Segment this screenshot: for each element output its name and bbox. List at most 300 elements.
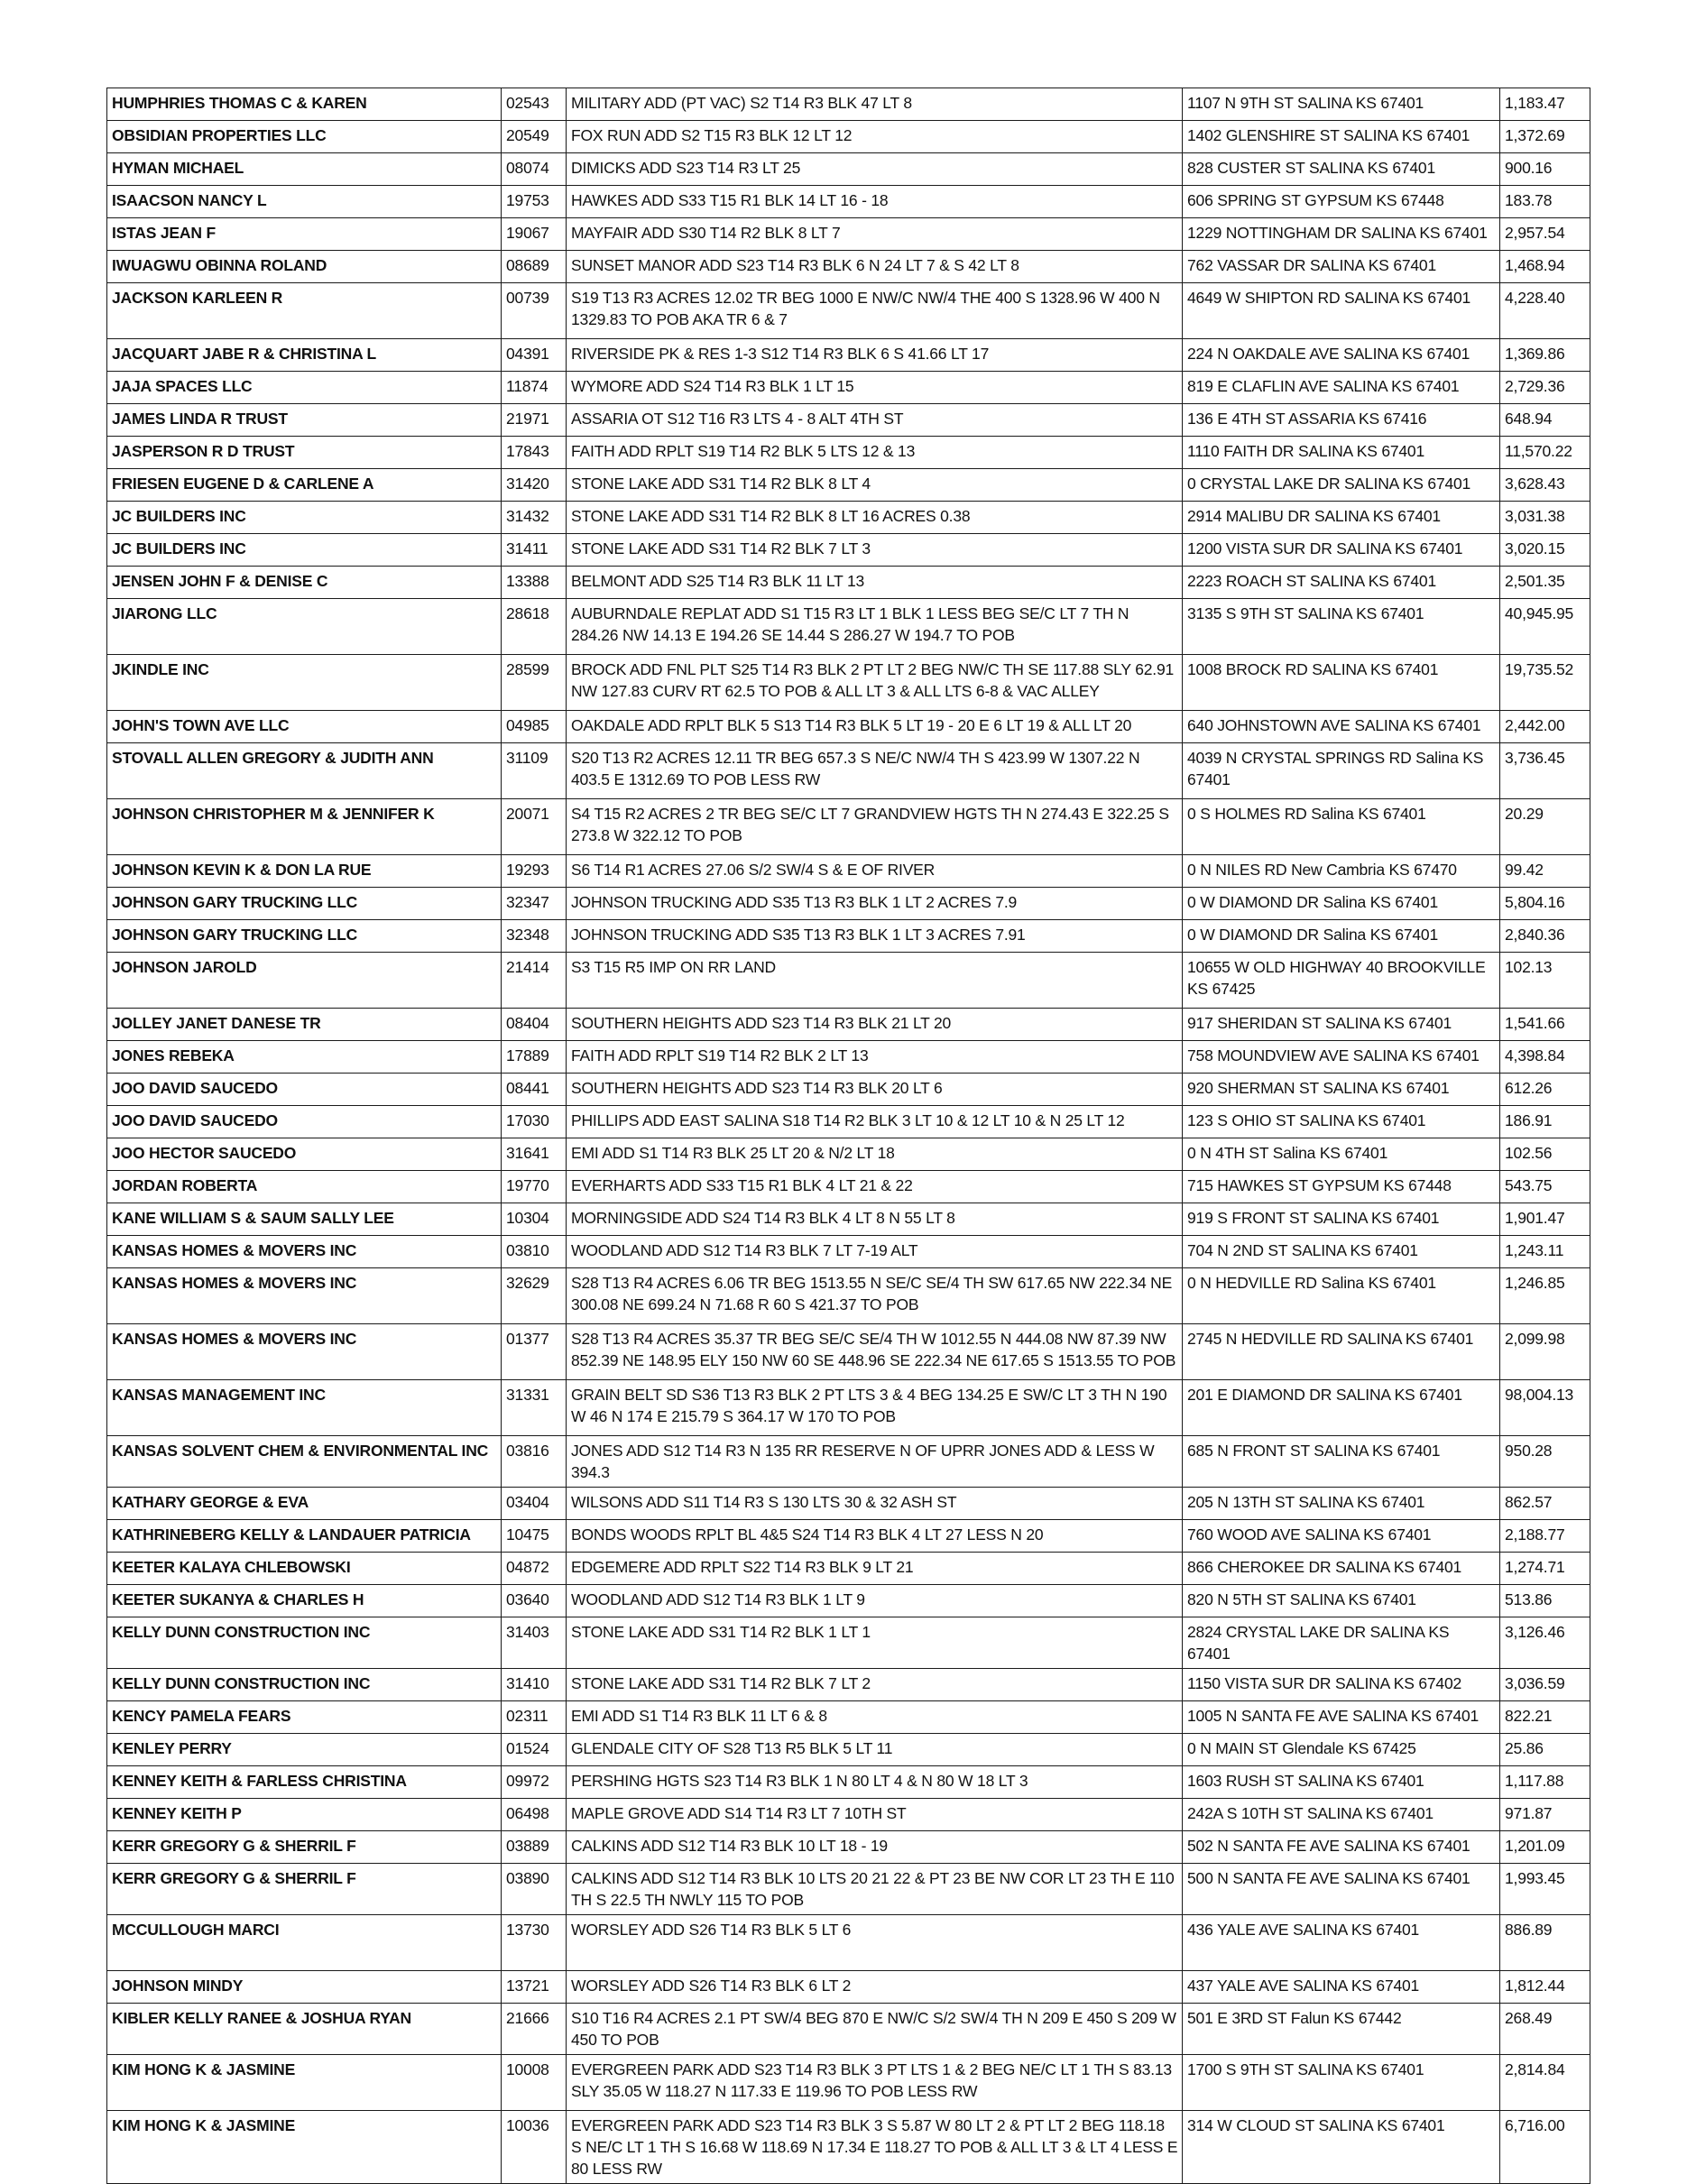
parcel-number-cell: 19293 (502, 855, 567, 888)
amount-due-cell: 3,036.59 (1500, 1669, 1590, 1701)
amount-due-cell: 886.89 (1500, 1915, 1590, 1971)
table-row (107, 743, 1590, 799)
table-row (107, 1436, 1590, 1488)
parcel-number-cell: 11874 (502, 372, 567, 404)
property-address-cell: 820 N 5TH ST SALINA KS 67401 (1183, 1585, 1500, 1617)
parcel-number-cell: 10475 (502, 1520, 567, 1553)
legal-description-cell: FAITH ADD RPLT S19 T14 R2 BLK 2 LT 13 (567, 1041, 1183, 1074)
property-address-cell: 758 MOUNDVIEW AVE SALINA KS 67401 (1183, 1041, 1500, 1074)
table-row (107, 404, 1590, 437)
amount-due-cell: 822.21 (1500, 1701, 1590, 1734)
legal-description-cell: CALKINS ADD S12 T14 R3 BLK 10 LTS 20 21 22 & PT 23 BE NW COR LT 23 TH E 110 TH S 22.5 TH NWLY 115 TO POB (567, 1864, 1183, 1915)
amount-due-cell: 3,628.43 (1500, 469, 1590, 502)
parcel-number-cell: 17843 (502, 437, 567, 469)
property-address-cell: 1700 S 9TH ST SALINA KS 67401 (1183, 2055, 1500, 2111)
table-row (107, 953, 1590, 1009)
legal-description-cell: EDGEMERE ADD RPLT S22 T14 R3 BLK 9 LT 21 (567, 1553, 1183, 1585)
amount-due-cell: 2,188.77 (1500, 1520, 1590, 1553)
table-row (107, 1617, 1590, 1669)
owner-name-cell: KENLEY PERRY (107, 1734, 502, 1766)
property-address-cell: 2824 CRYSTAL LAKE DR SALINA KS 67401 (1183, 1617, 1500, 1669)
property-address-cell: 201 E DIAMOND DR SALINA KS 67401 (1183, 1380, 1500, 1436)
parcel-number-cell: 31411 (502, 534, 567, 567)
table-row (107, 599, 1590, 655)
owner-name-cell: ISTAS JEAN F (107, 218, 502, 251)
amount-due-cell: 971.87 (1500, 1799, 1590, 1831)
owner-name-cell: FRIESEN EUGENE D & CARLENE A (107, 469, 502, 502)
amount-due-cell: 1,468.94 (1500, 251, 1590, 283)
property-address-cell: 762 VASSAR DR SALINA KS 67401 (1183, 251, 1500, 283)
table-row (107, 1041, 1590, 1074)
table-row (107, 2004, 1590, 2055)
table-row (107, 469, 1590, 502)
legal-description-cell: DIMICKS ADD S23 T14 R3 LT 25 (567, 153, 1183, 186)
amount-due-cell: 5,804.16 (1500, 888, 1590, 920)
legal-description-cell: EVERHARTS ADD S33 T15 R1 BLK 4 LT 21 & 22 (567, 1171, 1183, 1203)
property-address-cell: 0 S HOLMES RD Salina KS 67401 (1183, 799, 1500, 855)
property-address-cell: 2745 N HEDVILLE RD SALINA KS 67401 (1183, 1324, 1500, 1380)
property-address-cell: 819 E CLAFLIN AVE SALINA KS 67401 (1183, 372, 1500, 404)
legal-description-cell: AUBURNDALE REPLAT ADD S1 T15 R3 LT 1 BLK 1 LESS BEG SE/C LT 7 TH N 284.26 NW 14.13 E 194.26 SE 14.44 S 286.27 W 194.7 TO POB (567, 599, 1183, 655)
legal-description-cell: WOODLAND ADD S12 T14 R3 BLK 7 LT 7-19 ALT (567, 1236, 1183, 1268)
legal-description-cell: STONE LAKE ADD S31 T14 R2 BLK 8 LT 4 (567, 469, 1183, 502)
parcel-number-cell: 31331 (502, 1380, 567, 1436)
property-address-cell: 501 E 3RD ST Falun KS 67442 (1183, 2004, 1500, 2055)
parcel-number-cell: 19770 (502, 1171, 567, 1203)
legal-description-cell: S10 T16 R4 ACRES 2.1 PT SW/4 BEG 870 E NW/C S/2 SW/4 TH N 209 E 450 S 209 W 450 TO POB (567, 2004, 1183, 2055)
legal-description-cell: S20 T13 R2 ACRES 12.11 TR BEG 657.3 S NE/C NW/4 TH S 423.99 W 1307.22 N 403.5 E 1312.69 TO POB LESS RW (567, 743, 1183, 799)
property-address-cell: 1229 NOTTINGHAM DR SALINA KS 67401 (1183, 218, 1500, 251)
property-address-cell: 4039 N CRYSTAL SPRINGS RD Salina KS 67401 (1183, 743, 1500, 799)
amount-due-cell: 25.86 (1500, 1734, 1590, 1766)
owner-name-cell: KANSAS MANAGEMENT INC (107, 1380, 502, 1436)
legal-description-cell: STONE LAKE ADD S31 T14 R2 BLK 8 LT 16 ACRES 0.38 (567, 502, 1183, 534)
table-row (107, 1488, 1590, 1520)
table-row (107, 711, 1590, 743)
parcel-number-cell: 17030 (502, 1106, 567, 1138)
amount-due-cell: 3,020.15 (1500, 534, 1590, 567)
legal-description-cell: FOX RUN ADD S2 T15 R3 BLK 12 LT 12 (567, 121, 1183, 153)
owner-name-cell: KERR GREGORY G & SHERRIL F (107, 1864, 502, 1915)
property-address-cell: 1005 N SANTA FE AVE SALINA KS 67401 (1183, 1701, 1500, 1734)
amount-due-cell: 40,945.95 (1500, 599, 1590, 655)
property-address-cell: 242A S 10TH ST SALINA KS 67401 (1183, 1799, 1500, 1831)
table-row (107, 88, 1590, 121)
amount-due-cell: 11,570.22 (1500, 437, 1590, 469)
legal-description-cell: JONES ADD S12 T14 R3 N 135 RR RESERVE N OF UPRR JONES ADD & LESS W 394.3 (567, 1436, 1183, 1488)
amount-due-cell: 612.26 (1500, 1074, 1590, 1106)
table-row (107, 1380, 1590, 1436)
parcel-number-cell: 04985 (502, 711, 567, 743)
table-row (107, 1864, 1590, 1915)
table-row (107, 186, 1590, 218)
legal-description-cell: WILSONS ADD S11 T14 R3 S 130 LTS 30 & 32 ASH ST (567, 1488, 1183, 1520)
property-address-cell: 205 N 13TH ST SALINA KS 67401 (1183, 1488, 1500, 1520)
owner-name-cell: KERR GREGORY G & SHERRIL F (107, 1831, 502, 1864)
parcel-number-cell: 10304 (502, 1203, 567, 1236)
amount-due-cell: 1,369.86 (1500, 339, 1590, 372)
owner-name-cell: JORDAN ROBERTA (107, 1171, 502, 1203)
property-address-cell: 685 N FRONT ST SALINA KS 67401 (1183, 1436, 1500, 1488)
parcel-number-cell: 13388 (502, 567, 567, 599)
legal-description-cell: RIVERSIDE PK & RES 1-3 S12 T14 R3 BLK 6 S 41.66 LT 17 (567, 339, 1183, 372)
property-address-cell: 866 CHEROKEE DR SALINA KS 67401 (1183, 1553, 1500, 1585)
legal-description-cell: GRAIN BELT SD S36 T13 R3 BLK 2 PT LTS 3 & 4 BEG 134.25 E SW/C LT 3 TH N 190 W 46 N 174 E 215.79 S 364.17 W 170 TO POB (567, 1380, 1183, 1436)
legal-description-cell: SOUTHERN HEIGHTS ADD S23 T14 R3 BLK 20 LT 6 (567, 1074, 1183, 1106)
property-address-cell: 0 CRYSTAL LAKE DR SALINA KS 67401 (1183, 469, 1500, 502)
property-address-cell: 1603 RUSH ST SALINA KS 67401 (1183, 1766, 1500, 1799)
owner-name-cell: JASPERSON R D TRUST (107, 437, 502, 469)
parcel-number-cell: 17889 (502, 1041, 567, 1074)
amount-due-cell: 1,812.44 (1500, 1971, 1590, 2004)
property-address-cell: 760 WOOD AVE SALINA KS 67401 (1183, 1520, 1500, 1553)
amount-due-cell: 1,372.69 (1500, 121, 1590, 153)
table-row (107, 1074, 1590, 1106)
table-row (107, 1799, 1590, 1831)
owner-name-cell: KATHARY GEORGE & EVA (107, 1488, 502, 1520)
table-row (107, 339, 1590, 372)
amount-due-cell: 6,716.00 (1500, 2111, 1590, 2184)
table-row (107, 1171, 1590, 1203)
parcel-number-cell: 02311 (502, 1701, 567, 1734)
property-address-cell: 314 W CLOUD ST SALINA KS 67401 (1183, 2111, 1500, 2184)
owner-name-cell: HUMPHRIES THOMAS C & KAREN (107, 88, 502, 121)
table-row (107, 855, 1590, 888)
parcel-number-cell: 01377 (502, 1324, 567, 1380)
parcel-number-cell: 03404 (502, 1488, 567, 1520)
legal-description-cell: MORNINGSIDE ADD S24 T14 R3 BLK 4 LT 8 N 55 LT 8 (567, 1203, 1183, 1236)
property-address-cell: 1200 VISTA SUR DR SALINA KS 67401 (1183, 534, 1500, 567)
legal-description-cell: EMI ADD S1 T14 R3 BLK 11 LT 6 & 8 (567, 1701, 1183, 1734)
amount-due-cell: 862.57 (1500, 1488, 1590, 1520)
amount-due-cell: 186.91 (1500, 1106, 1590, 1138)
table-row (107, 1203, 1590, 1236)
property-address-cell: 704 N 2ND ST SALINA KS 67401 (1183, 1236, 1500, 1268)
table-row (107, 153, 1590, 186)
owner-name-cell: JOLLEY JANET DANESE TR (107, 1009, 502, 1041)
owner-name-cell: KELLY DUNN CONSTRUCTION INC (107, 1617, 502, 1669)
property-address-cell: 2223 ROACH ST SALINA KS 67401 (1183, 567, 1500, 599)
parcel-number-cell: 32348 (502, 920, 567, 953)
property-address-cell: 0 N 4TH ST Salina KS 67401 (1183, 1138, 1500, 1171)
parcel-number-cell: 03810 (502, 1236, 567, 1268)
property-address-cell: 0 W DIAMOND DR Salina KS 67401 (1183, 920, 1500, 953)
legal-description-cell: PHILLIPS ADD EAST SALINA S18 T14 R2 BLK 3 LT 10 & 12 LT 10 & N 25 LT 12 (567, 1106, 1183, 1138)
parcel-number-cell: 31641 (502, 1138, 567, 1171)
parcel-number-cell: 31109 (502, 743, 567, 799)
table-row (107, 1701, 1590, 1734)
amount-due-cell: 543.75 (1500, 1171, 1590, 1203)
amount-due-cell: 1,243.11 (1500, 1236, 1590, 1268)
legal-description-cell: WORSLEY ADD S26 T14 R3 BLK 5 LT 6 (567, 1915, 1183, 1971)
amount-due-cell: 3,736.45 (1500, 743, 1590, 799)
legal-description-cell: WYMORE ADD S24 T14 R3 BLK 1 LT 15 (567, 372, 1183, 404)
property-address-cell: 828 CUSTER ST SALINA KS 67401 (1183, 153, 1500, 186)
parcel-number-cell: 19067 (502, 218, 567, 251)
property-address-cell: 1402 GLENSHIRE ST SALINA KS 67401 (1183, 121, 1500, 153)
property-address-cell: 224 N OAKDALE AVE SALINA KS 67401 (1183, 339, 1500, 372)
parcel-number-cell: 08404 (502, 1009, 567, 1041)
parcel-number-cell: 06498 (502, 1799, 567, 1831)
owner-name-cell: KANSAS HOMES & MOVERS INC (107, 1324, 502, 1380)
legal-description-cell: JOHNSON TRUCKING ADD S35 T13 R3 BLK 1 LT 3 ACRES 7.91 (567, 920, 1183, 953)
owner-name-cell: IWUAGWU OBINNA ROLAND (107, 251, 502, 283)
owner-name-cell: JOHNSON GARY TRUCKING LLC (107, 888, 502, 920)
legal-description-cell: BELMONT ADD S25 T14 R3 BLK 11 LT 13 (567, 567, 1183, 599)
parcel-number-cell: 21414 (502, 953, 567, 1009)
property-address-cell: 4649 W SHIPTON RD SALINA KS 67401 (1183, 283, 1500, 339)
property-address-cell: 502 N SANTA FE AVE SALINA KS 67401 (1183, 1831, 1500, 1864)
amount-due-cell: 1,117.88 (1500, 1766, 1590, 1799)
amount-due-cell: 20.29 (1500, 799, 1590, 855)
amount-due-cell: 3,126.46 (1500, 1617, 1590, 1669)
owner-name-cell: KATHRINEBERG KELLY & LANDAUER PATRICIA (107, 1520, 502, 1553)
parcel-number-cell: 31420 (502, 469, 567, 502)
owner-name-cell: JKINDLE INC (107, 655, 502, 711)
property-address-cell: 3135 S 9TH ST SALINA KS 67401 (1183, 599, 1500, 655)
table-row (107, 1585, 1590, 1617)
amount-due-cell: 1,246.85 (1500, 1268, 1590, 1324)
table-row (107, 1734, 1590, 1766)
property-address-cell: 917 SHERIDAN ST SALINA KS 67401 (1183, 1009, 1500, 1041)
amount-due-cell: 19,735.52 (1500, 655, 1590, 711)
owner-name-cell: JENSEN JOHN F & DENISE C (107, 567, 502, 599)
legal-description-cell: MAPLE GROVE ADD S14 T14 R3 LT 7 10TH ST (567, 1799, 1183, 1831)
owner-name-cell: KANSAS HOMES & MOVERS INC (107, 1268, 502, 1324)
parcel-number-cell: 13721 (502, 1971, 567, 2004)
legal-description-cell: MAYFAIR ADD S30 T14 R2 BLK 8 LT 7 (567, 218, 1183, 251)
amount-due-cell: 102.56 (1500, 1138, 1590, 1171)
table-row (107, 1236, 1590, 1268)
owner-name-cell: KENNEY KEITH & FARLESS CHRISTINA (107, 1766, 502, 1799)
parcel-number-cell: 04872 (502, 1553, 567, 1585)
parcel-number-cell: 31403 (502, 1617, 567, 1669)
property-address-cell: 919 S FRONT ST SALINA KS 67401 (1183, 1203, 1500, 1236)
table-row (107, 372, 1590, 404)
owner-name-cell: JIARONG LLC (107, 599, 502, 655)
owner-name-cell: JAJA SPACES LLC (107, 372, 502, 404)
table-row (107, 502, 1590, 534)
amount-due-cell: 1,541.66 (1500, 1009, 1590, 1041)
parcel-number-cell: 01524 (502, 1734, 567, 1766)
parcel-number-cell: 31432 (502, 502, 567, 534)
owner-name-cell: KENNEY KEITH P (107, 1799, 502, 1831)
parcel-number-cell: 13730 (502, 1915, 567, 1971)
amount-due-cell: 99.42 (1500, 855, 1590, 888)
table-row (107, 1268, 1590, 1324)
property-address-cell: 2914 MALIBU DR SALINA KS 67401 (1183, 502, 1500, 534)
parcel-number-cell: 08689 (502, 251, 567, 283)
parcel-number-cell: 20071 (502, 799, 567, 855)
owner-name-cell: JOO DAVID SAUCEDO (107, 1074, 502, 1106)
legal-description-cell: EVERGREEN PARK ADD S23 T14 R3 BLK 3 S 5.87 W 80 LT 2 & PT LT 2 BEG 118.18 S NE/C LT 1 TH S 16.68 W 118.69 N 17.34 E 118.27 TO POB & ALL LT 3 & LT 4 LESS E 80 LESS RW (567, 2111, 1183, 2184)
property-address-cell: 0 N MAIN ST Glendale KS 67425 (1183, 1734, 1500, 1766)
parcel-number-cell: 32629 (502, 1268, 567, 1324)
parcel-number-cell: 28599 (502, 655, 567, 711)
amount-due-cell: 2,501.35 (1500, 567, 1590, 599)
amount-due-cell: 950.28 (1500, 1436, 1590, 1488)
property-address-cell: 1150 VISTA SUR DR SALINA KS 67402 (1183, 1669, 1500, 1701)
owner-name-cell: KEETER SUKANYA & CHARLES H (107, 1585, 502, 1617)
owner-name-cell: JOHNSON JAROLD (107, 953, 502, 1009)
table-row (107, 218, 1590, 251)
legal-description-cell: STONE LAKE ADD S31 T14 R2 BLK 7 LT 3 (567, 534, 1183, 567)
owner-name-cell: KIM HONG K & JASMINE (107, 2055, 502, 2111)
amount-due-cell: 2,840.36 (1500, 920, 1590, 953)
parcel-number-cell: 10036 (502, 2111, 567, 2184)
owner-name-cell: JOO DAVID SAUCEDO (107, 1106, 502, 1138)
owner-name-cell: JOHNSON GARY TRUCKING LLC (107, 920, 502, 953)
parcel-number-cell: 02543 (502, 88, 567, 121)
amount-due-cell: 900.16 (1500, 153, 1590, 186)
table-row (107, 251, 1590, 283)
legal-description-cell: S19 T13 R3 ACRES 12.02 TR BEG 1000 E NW/C NW/4 THE 400 S 1328.96 W 400 N 1329.83 TO POB AKA TR 6 & 7 (567, 283, 1183, 339)
amount-due-cell: 2,957.54 (1500, 218, 1590, 251)
legal-description-cell: ASSARIA OT S12 T16 R3 LTS 4 - 8 ALT 4TH ST (567, 404, 1183, 437)
amount-due-cell: 1,201.09 (1500, 1831, 1590, 1864)
property-address-cell: 1110 FAITH DR SALINA KS 67401 (1183, 437, 1500, 469)
legal-description-cell: S3 T15 R5 IMP ON RR LAND (567, 953, 1183, 1009)
parcel-number-cell: 31410 (502, 1669, 567, 1701)
owner-name-cell: JC BUILDERS INC (107, 534, 502, 567)
table-row (107, 1971, 1590, 2004)
owner-name-cell: ISAACSON NANCY L (107, 186, 502, 218)
owner-name-cell: JONES REBEKA (107, 1041, 502, 1074)
parcel-number-cell: 19753 (502, 186, 567, 218)
owner-name-cell: JC BUILDERS INC (107, 502, 502, 534)
parcel-number-cell: 20549 (502, 121, 567, 153)
parcel-number-cell: 00739 (502, 283, 567, 339)
legal-description-cell: S4 T15 R2 ACRES 2 TR BEG SE/C LT 7 GRANDVIEW HGTS TH N 274.43 E 322.25 S 273.8 W 322.12 TO POB (567, 799, 1183, 855)
amount-due-cell: 102.13 (1500, 953, 1590, 1009)
property-address-cell: 10655 W OLD HIGHWAY 40 BROOKVILLE KS 67425 (1183, 953, 1500, 1009)
legal-description-cell: MILITARY ADD (PT VAC) S2 T14 R3 BLK 47 LT 8 (567, 88, 1183, 121)
property-address-cell: 0 W DIAMOND DR Salina KS 67401 (1183, 888, 1500, 920)
owner-name-cell: MCCULLOUGH MARCI (107, 1915, 502, 1971)
property-address-cell: 437 YALE AVE SALINA KS 67401 (1183, 1971, 1500, 2004)
owner-name-cell: JOHN'S TOWN AVE LLC (107, 711, 502, 743)
amount-due-cell: 2,099.98 (1500, 1324, 1590, 1380)
amount-due-cell: 1,993.45 (1500, 1864, 1590, 1915)
table-row (107, 1138, 1590, 1171)
legal-description-cell: WORSLEY ADD S26 T14 R3 BLK 6 LT 2 (567, 1971, 1183, 2004)
owner-name-cell: KANSAS SOLVENT CHEM & ENVIRONMENTAL INC (107, 1436, 502, 1488)
table-row (107, 567, 1590, 599)
owner-name-cell: KIBLER KELLY RANEE & JOSHUA RYAN (107, 2004, 502, 2055)
delinquent-tax-table (106, 88, 1590, 2184)
legal-description-cell: STONE LAKE ADD S31 T14 R2 BLK 1 LT 1 (567, 1617, 1183, 1669)
legal-description-cell: SUNSET MANOR ADD S23 T14 R3 BLK 6 N 24 LT 7 & S 42 LT 8 (567, 251, 1183, 283)
parcel-number-cell: 28618 (502, 599, 567, 655)
amount-due-cell: 268.49 (1500, 2004, 1590, 2055)
legal-description-cell: OAKDALE ADD RPLT BLK 5 S13 T14 R3 BLK 5 LT 19 - 20 E 6 LT 19 & ALL LT 20 (567, 711, 1183, 743)
amount-due-cell: 1,183.47 (1500, 88, 1590, 121)
owner-name-cell: JACKSON KARLEEN R (107, 283, 502, 339)
property-address-cell: 436 YALE AVE SALINA KS 67401 (1183, 1915, 1500, 1971)
owner-name-cell: JOHNSON CHRISTOPHER M & JENNIFER K (107, 799, 502, 855)
table-row (107, 2111, 1590, 2184)
legal-description-cell: CALKINS ADD S12 T14 R3 BLK 10 LT 18 - 19 (567, 1831, 1183, 1864)
property-address-cell: 715 HAWKES ST GYPSUM KS 67448 (1183, 1171, 1500, 1203)
parcel-number-cell: 03889 (502, 1831, 567, 1864)
parcel-number-cell: 04391 (502, 339, 567, 372)
amount-due-cell: 1,274.71 (1500, 1553, 1590, 1585)
legal-description-cell: PERSHING HGTS S23 T14 R3 BLK 1 N 80 LT 4 & N 80 W 18 LT 3 (567, 1766, 1183, 1799)
owner-name-cell: KANSAS HOMES & MOVERS INC (107, 1236, 502, 1268)
property-address-cell: 0 N NILES RD New Cambria KS 67470 (1183, 855, 1500, 888)
owner-name-cell: STOVALL ALLEN GREGORY & JUDITH ANN (107, 743, 502, 799)
amount-due-cell: 3,031.38 (1500, 502, 1590, 534)
table-row (107, 534, 1590, 567)
owner-name-cell: KANE WILLIAM S & SAUM SALLY LEE (107, 1203, 502, 1236)
amount-due-cell: 183.78 (1500, 186, 1590, 218)
parcel-number-cell: 09972 (502, 1766, 567, 1799)
amount-due-cell: 4,228.40 (1500, 283, 1590, 339)
property-address-cell: 1107 N 9TH ST SALINA KS 67401 (1183, 88, 1500, 121)
legal-description-cell: GLENDALE CITY OF S28 T13 R5 BLK 5 LT 11 (567, 1734, 1183, 1766)
owner-name-cell: OBSIDIAN PROPERTIES LLC (107, 121, 502, 153)
parcel-number-cell: 03640 (502, 1585, 567, 1617)
table-row (107, 655, 1590, 711)
legal-description-cell: STONE LAKE ADD S31 T14 R2 BLK 7 LT 2 (567, 1669, 1183, 1701)
owner-name-cell: KEETER KALAYA CHLEBOWSKI (107, 1553, 502, 1585)
amount-due-cell: 2,442.00 (1500, 711, 1590, 743)
parcel-number-cell: 10008 (502, 2055, 567, 2111)
legal-description-cell: S28 T13 R4 ACRES 6.06 TR BEG 1513.55 N SE/C SE/4 TH SW 617.65 NW 222.34 NE 300.08 NE 699.24 N 71.68 R 60 S 421.37 TO POB (567, 1268, 1183, 1324)
property-address-cell: 1008 BROCK RD SALINA KS 67401 (1183, 655, 1500, 711)
property-address-cell: 606 SPRING ST GYPSUM KS 67448 (1183, 186, 1500, 218)
table-row (107, 888, 1590, 920)
parcel-number-cell: 08074 (502, 153, 567, 186)
legal-description-cell: SOUTHERN HEIGHTS ADD S23 T14 R3 BLK 21 LT 20 (567, 1009, 1183, 1041)
parcel-number-cell: 32347 (502, 888, 567, 920)
legal-description-cell: FAITH ADD RPLT S19 T14 R2 BLK 5 LTS 12 & 13 (567, 437, 1183, 469)
parcel-number-cell: 21971 (502, 404, 567, 437)
legal-description-cell: BROCK ADD FNL PLT S25 T14 R3 BLK 2 PT LT 2 BEG NW/C TH SE 117.88 SLY 62.91 NW 127.83 CURV RT 62.5 TO POB & ALL LT 3 & ALL LTS 6-8 & VAC ALLEY (567, 655, 1183, 711)
owner-name-cell: JOHNSON MINDY (107, 1971, 502, 2004)
table-row (107, 1520, 1590, 1553)
legal-description-cell: S6 T14 R1 ACRES 27.06 S/2 SW/4 S & E OF RIVER (567, 855, 1183, 888)
table-row (107, 1009, 1590, 1041)
amount-due-cell: 648.94 (1500, 404, 1590, 437)
parcel-number-cell: 03890 (502, 1864, 567, 1915)
legal-description-cell: HAWKES ADD S33 T15 R1 BLK 14 LT 16 - 18 (567, 186, 1183, 218)
table-row (107, 1669, 1590, 1701)
table-row (107, 1766, 1590, 1799)
legal-description-cell: S28 T13 R4 ACRES 35.37 TR BEG SE/C SE/4 TH W 1012.55 N 444.08 NW 87.39 NW 852.39 NE 148.95 ELY 150 NW 60 SE 448.96 SE 222.34 NE 617.65 S 1513.55 TO POB (567, 1324, 1183, 1380)
property-address-cell: 640 JOHNSTOWN AVE SALINA KS 67401 (1183, 711, 1500, 743)
legal-description-cell: BONDS WOODS RPLT BL 4&5 S24 T14 R3 BLK 4 LT 27 LESS N 20 (567, 1520, 1183, 1553)
table-row (107, 437, 1590, 469)
amount-due-cell: 98,004.13 (1500, 1380, 1590, 1436)
owner-name-cell: JOO HECTOR SAUCEDO (107, 1138, 502, 1171)
parcel-number-cell: 08441 (502, 1074, 567, 1106)
legal-description-cell: EMI ADD S1 T14 R3 BLK 25 LT 20 & N/2 LT 18 (567, 1138, 1183, 1171)
legal-description-cell: WOODLAND ADD S12 T14 R3 BLK 1 LT 9 (567, 1585, 1183, 1617)
table-row (107, 920, 1590, 953)
table-row (107, 1106, 1590, 1138)
property-address-cell: 136 E 4TH ST ASSARIA KS 67416 (1183, 404, 1500, 437)
table-row (107, 121, 1590, 153)
owner-name-cell: JAMES LINDA R TRUST (107, 404, 502, 437)
owner-name-cell: JOHNSON KEVIN K & DON LA RUE (107, 855, 502, 888)
amount-due-cell: 513.86 (1500, 1585, 1590, 1617)
property-address-cell: 500 N SANTA FE AVE SALINA KS 67401 (1183, 1864, 1500, 1915)
table-row (107, 1553, 1590, 1585)
parcel-number-cell: 03816 (502, 1436, 567, 1488)
table-row (107, 1324, 1590, 1380)
owner-name-cell: KELLY DUNN CONSTRUCTION INC (107, 1669, 502, 1701)
